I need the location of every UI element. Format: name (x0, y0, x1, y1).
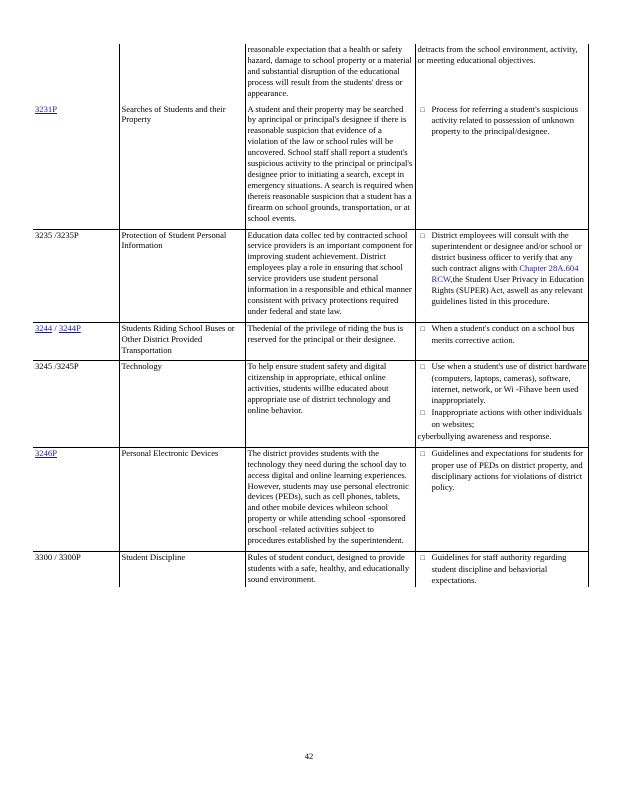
policy-title-cell (119, 361, 245, 447)
policy-title-cell (119, 322, 245, 361)
policy-purpose-cell (245, 447, 415, 551)
policy-number-cell (33, 361, 119, 447)
procedure-number-link[interactable]: 3244P (58, 322, 81, 333)
policy-number-cell (33, 447, 119, 551)
policy-number: 3245 /3245P (35, 361, 79, 372)
bullet-box-icon: □ (420, 231, 425, 240)
procedure-bullet: □ Guidelines and expectations for students for proper use of PEDs on district property, and disciplinary actions for violations of district policy. (420, 447, 584, 492)
bullet-box-icon: □ (420, 105, 425, 114)
procedure-text: detracts from the school environment, activity, or meeting educational objectives. (417, 44, 578, 65)
policy-number-separator: / (52, 322, 59, 333)
policy-number-cell (33, 551, 119, 586)
procedure-bullet: □ Process for referring a student's suspicious activity related to possession of unknown property to the principal/designee. (420, 103, 578, 137)
policy-purpose-cell (245, 229, 415, 322)
bullet-box-icon: □ (420, 553, 425, 562)
procedure-bullet: □ Inappropriate actions with other individuals on websites; (420, 407, 582, 429)
policy-number-cell (33, 104, 119, 229)
policy-table (33, 44, 589, 587)
policy-number-link[interactable]: 3246P (35, 447, 57, 458)
policy-title-cell (119, 44, 245, 104)
table-row (33, 447, 588, 551)
policy-title-cell (119, 551, 245, 586)
table-row (33, 551, 588, 586)
policy-title-cell (119, 447, 245, 551)
policy-title: Searches of Students and their Property (121, 103, 226, 125)
policy-number-link[interactable]: 3244 (35, 322, 53, 333)
policy-purpose-cell (245, 551, 415, 586)
procedure-bullet: □ When a student's conduct on a school bus merits corrective action. (420, 322, 575, 345)
page-number: 42 (304, 751, 314, 761)
table-row (33, 229, 588, 322)
table-row (33, 104, 588, 229)
procedure-cell (415, 361, 588, 447)
procedure-cell (415, 447, 588, 551)
policy-purpose-text: The district provides students with the technology they need during the school day to access digital and online learning experiences. However, students may use personal electronic devices (PEDs), such as cell phones, tablets, and other mobile devices whileon school property or while attending school -sponsored orschool -related activities subject to procedures established by the superintendent. (247, 447, 409, 546)
policy-purpose-text: reasonable expectation that a health or safety hazard, damage to school property or a material and substantial disruption of the educational process will result from the students' dress or appearance. (247, 44, 412, 98)
table-row (33, 361, 588, 447)
procedure-bullet-continuation: cyberbullying awareness and response. (417, 430, 552, 441)
bullet-box-icon: □ (420, 324, 425, 333)
rcw-link[interactable]: Chapter 28A.604 RCW (431, 263, 579, 285)
bullet-box-icon: □ (420, 449, 425, 458)
policy-purpose-cell (245, 361, 415, 447)
policy-number-cell (33, 44, 119, 104)
procedure-cell (415, 322, 588, 361)
procedure-bullet: □ Guidelines for staff authority regarding student discipline and behaviorial expectations. (420, 551, 567, 585)
policy-number-link[interactable]: 3231P (35, 103, 57, 114)
procedure-cell (415, 551, 588, 586)
procedure-cell (415, 44, 588, 104)
procedure-cell (415, 104, 588, 229)
policy-purpose-text: Education data collec ted by contracted school service providers is an important component for improving student achievement. District employees play a role in ensuring that school service providers use student personal information in a responsible and ethical manner consistent with privacy protections required under federal and state law. (247, 229, 413, 316)
policy-title-cell (119, 229, 245, 322)
policy-purpose-text: To help ensure student safety and digital citizenship in appropriate, ethical online activities, students willbe educated about appropriate use of district technology and online behavior. (247, 361, 391, 416)
policy-purpose-cell (245, 322, 415, 361)
policy-title: Technology (121, 361, 162, 372)
bullet-box-icon: □ (420, 363, 425, 372)
policy-purpose-cell (245, 104, 415, 229)
policy-title: Personal Electronic Devices (121, 447, 219, 458)
policy-number: 3235 /3235P (35, 229, 79, 240)
policy-number: 3300 / 3300P (35, 551, 81, 562)
policy-title-cell (119, 104, 245, 229)
bullet-box-icon: □ (420, 409, 425, 418)
table-row (33, 44, 588, 104)
procedure-cell (415, 229, 588, 322)
policy-purpose-cell (245, 44, 415, 104)
policy-number-cell (33, 229, 119, 322)
table-row (33, 322, 588, 361)
policy-purpose-text: Rules of student conduct, designed to provide students with a safe, healthy, and educationally sound environment. (247, 551, 410, 584)
policy-purpose-text: Thedenial of the privilege of riding the bus is reserved for the principal or their designee. (247, 322, 404, 344)
policy-purpose-text: A student and their property may be searched by aprincipal or principal's designee if there is reasonable suspicion that evidence of a violation of the law or school rules will be uncovered. School staff shall report a student's suspicious activity to the principal or principal's designee prior to initiating a search, except in emergency situations. A search is required when thereis reasonable suspicion that a student has a firearm on school grounds, transportation, or at school events. (247, 103, 414, 223)
policy-title: Protection of Student Personal Information (121, 229, 227, 251)
policy-title: Student Discipline (121, 551, 186, 562)
policy-title: Students Riding School Buses or Other District Provided Transportation (121, 322, 235, 355)
procedure-bullet: □ Use when a student's use of district hardware (computers, laptops, cameras), software, internet, network, or Wi -Fihave been used inappropriately. (420, 361, 587, 406)
policy-number-cell (33, 322, 119, 361)
procedure-bullet: □ District employees will consult with the superintendent or designee and/or school or district business officer to verify that any such contract aligns with Chapter 28A.604 RCW,the Student User Privacy in Education Rights (SUPER) Act, aswell as any relevant guidelines listed in this procedure. (420, 229, 584, 306)
